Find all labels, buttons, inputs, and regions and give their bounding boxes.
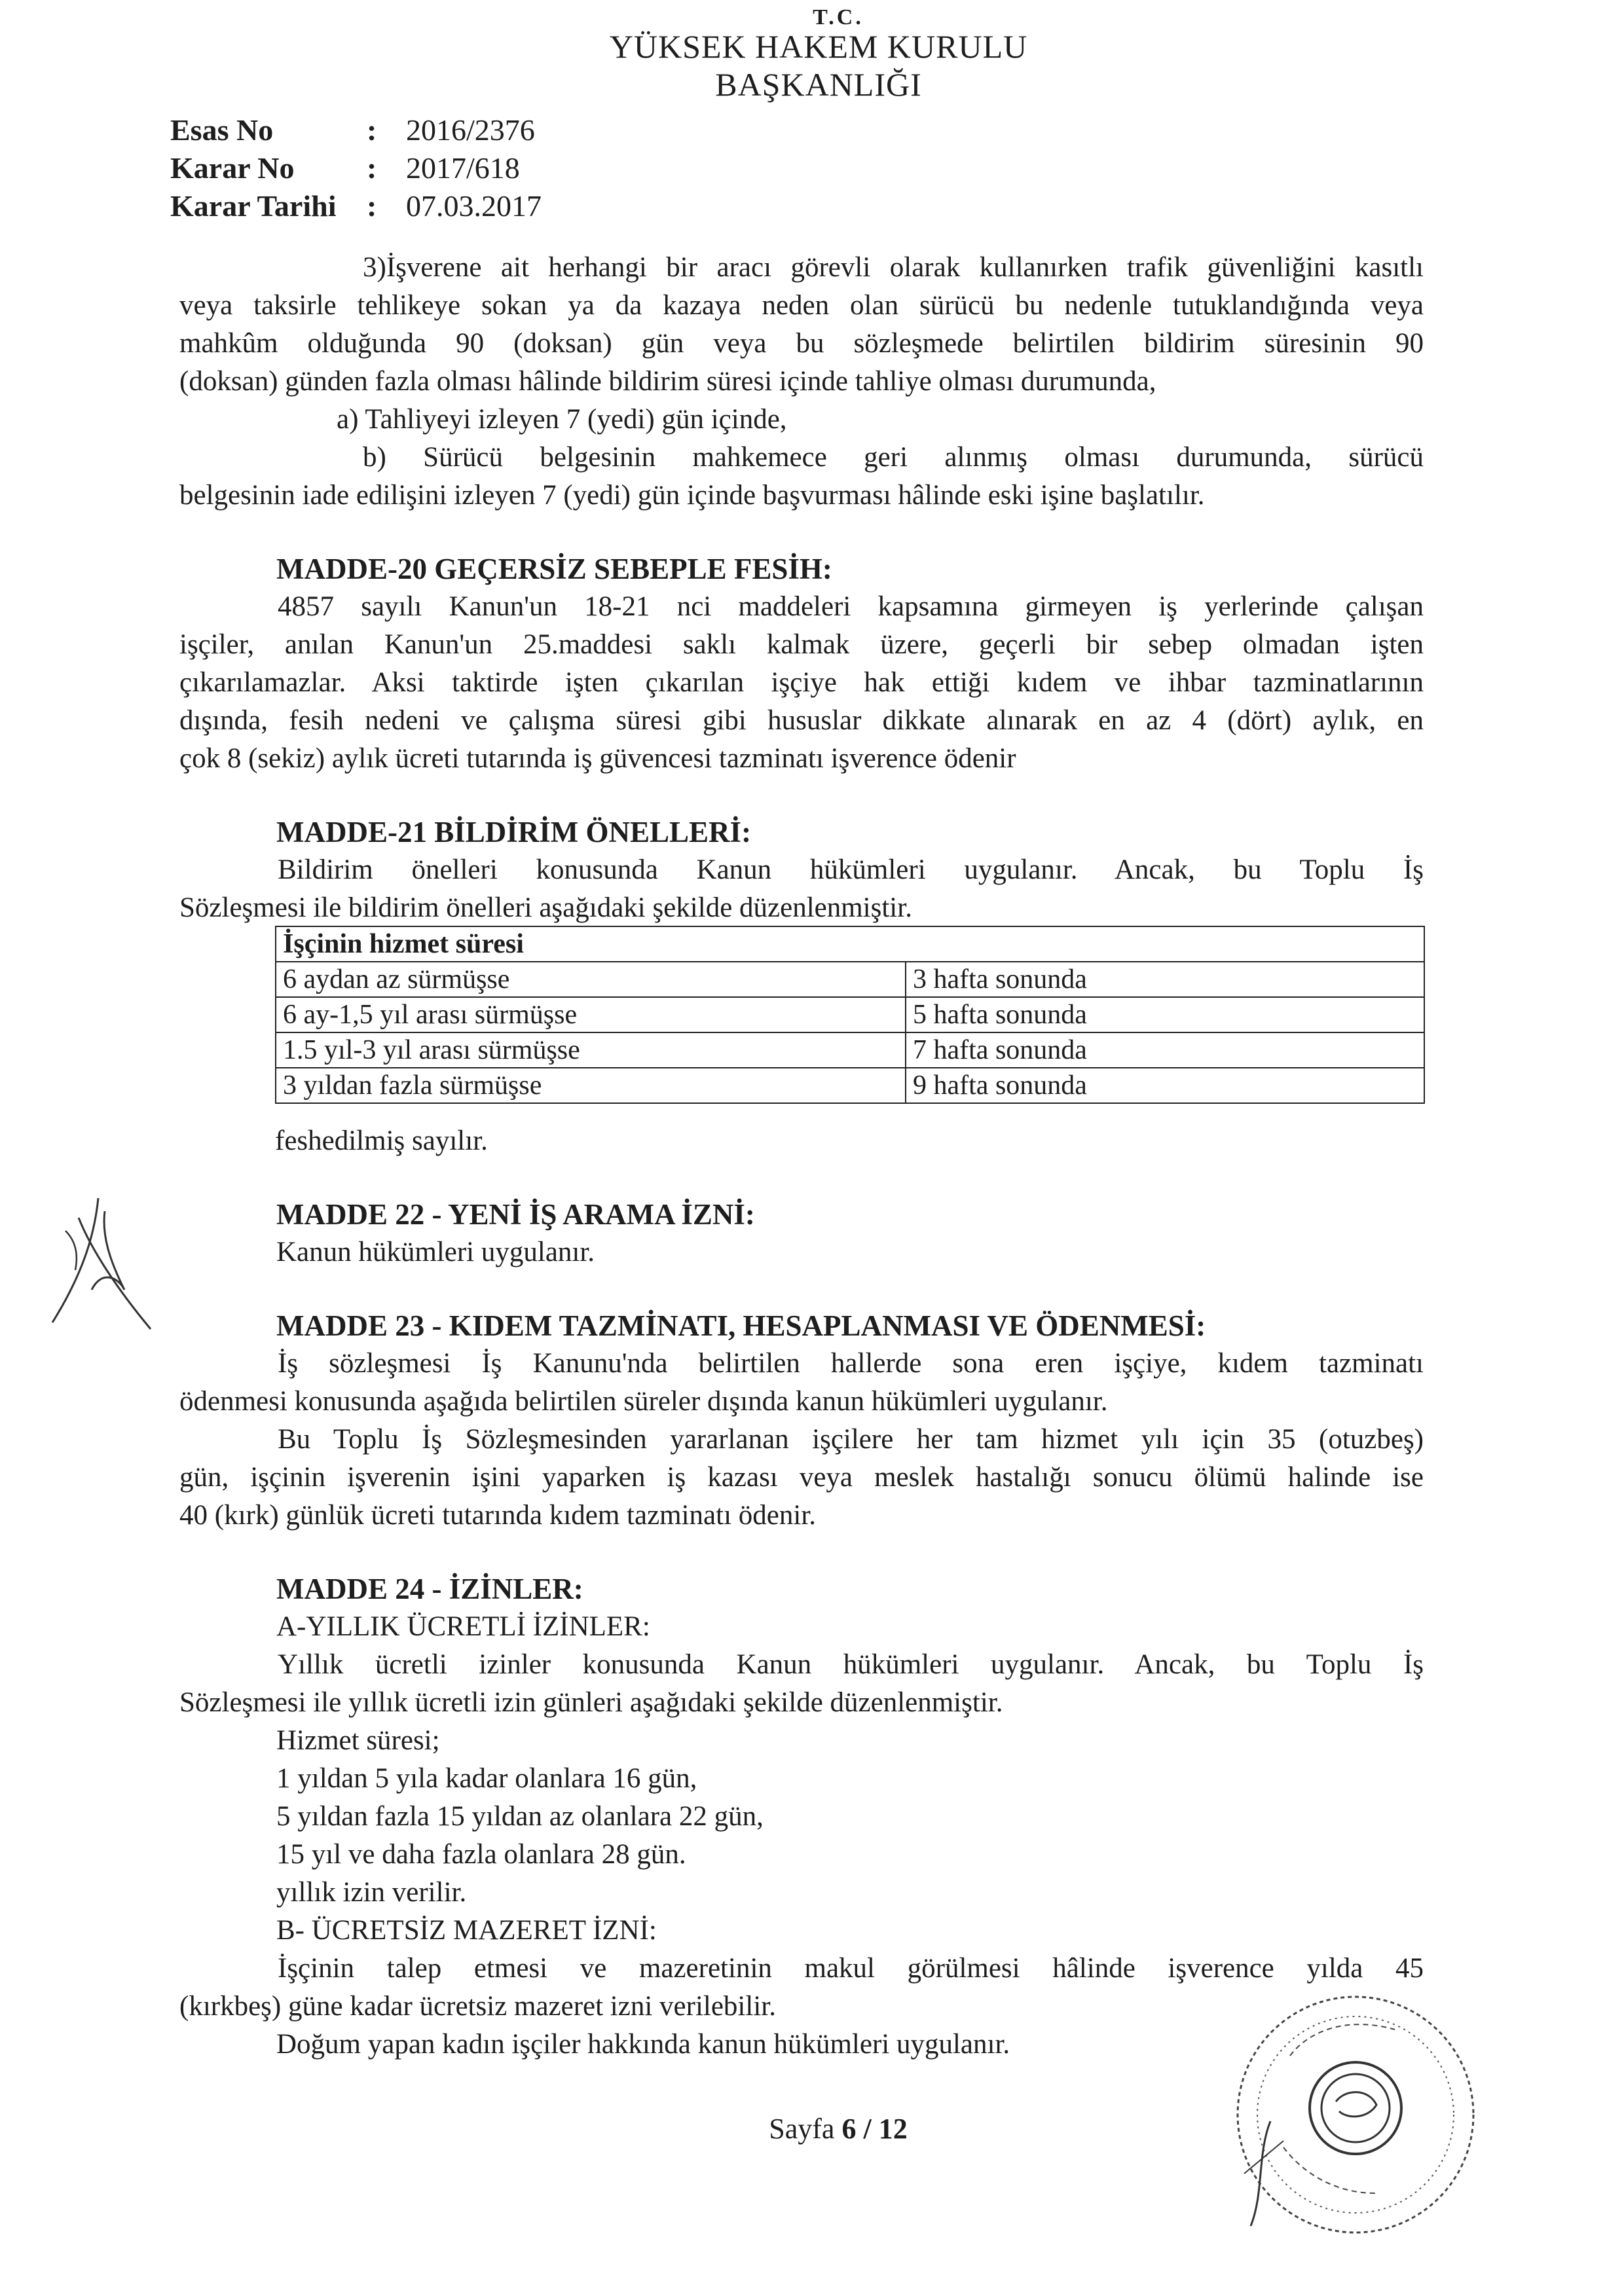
madde24-heading: MADDE 24 - İZİNLER: [276,1573,583,1605]
header-top-mark: T.C. [813,5,864,29]
institution-title [524,27,1113,103]
institution-title-line2: BAŞKANLIĞI [715,66,922,103]
para3-item-a: a) Tahliyeyi izleyen 7 (yedi) gün içinde, [337,404,787,435]
meta-row-karar [170,149,542,187]
madde22-heading: MADDE 22 - YENİ İŞ ARAMA İZNİ: [276,1198,755,1231]
table-row [276,1068,1424,1103]
madde24-b-line3: Doğum yapan kadın işçiler hakkında kanun hükümleri uygulanır. [276,2029,1010,2060]
madde21-heading: MADDE-21 BİLDİRİM ÖNELLERİ: [276,816,752,848]
meta-value: 2016/2376 [406,113,535,147]
meta-colon: : [367,189,377,223]
page-number-prefix: Sayfa [769,2113,835,2145]
madde23-line: ödenmesi konusunda aşağıda belirtilen süreler dışında kanun hükümleri uygulanır. [179,1386,1108,1417]
madde24-a-list-item: 15 yıl ve daha fazla olanlara 28 gün. [276,1839,686,1870]
madde23-heading: MADDE 23 - KIDEM TAZMİNATI, HESAPLANMASI VE ÖDENMESİ: [276,1309,1206,1342]
madde20-line: işçiler, anılan Kanun'un 25.maddesi saklı kalmak üzere, geçerli bir sebep olmadan işten [179,629,1424,660]
notice-cell: 5 hafta sonunda [906,997,1424,1032]
page-number [707,2112,969,2145]
table-row [276,1032,1424,1068]
madde24-sub-a: A-YILLIK ÜCRETLİ İZİNLER: [276,1611,650,1642]
official-stamp [1205,1977,1493,2252]
institution-title-line1: YÜKSEK HAKEM KURULU [609,28,1028,65]
meta-colon: : [367,151,377,185]
madde24-a-list-item: 1 yıldan 5 yıla kadar olanlara 16 gün, [276,1763,697,1794]
madde21-line2: Sözleşmesi ile bildirim önelleri aşağıdaki şekilde düzenlenmiştir. [179,892,912,923]
notice-cell: 9 hafta sonunda [906,1068,1424,1103]
madde21-line1: Bildirim önelleri konusunda Kanun hükümleri uygulanır. Ancak, bu Toplu İş [278,854,1424,885]
service-cell: 6 aydan az sürmüşse [276,962,906,997]
meta-label: Karar Tarihi [170,189,337,223]
para3-line: mahkûm olduğunda 90 (doksan) gün veya bu sözleşmede belirtilen bildirim süresinin 90 [179,328,1424,359]
meta-row-esas [170,111,542,149]
handwritten-signature [39,1192,157,1342]
service-cell: 6 ay-1,5 yıl arası sürmüşse [276,997,906,1032]
madde24-b-line2: (kırkbeş) güne kadar ücretsiz mazeret izni verilebilir. [179,1991,776,2022]
case-meta [170,111,542,225]
meta-label: Karar No [170,151,295,185]
madde21-after: feshedilmiş sayılır. [275,1125,488,1156]
notice-cell: 7 hafta sonunda [906,1032,1424,1068]
madde24-b-line1: İşçinin talep etmesi ve mazeretinin makul görülmesi hâlinde işverence yılda 45 [278,1953,1424,1984]
service-cell: 3 yıldan fazla sürmüşse [276,1068,906,1103]
madde24-sub-b: B- ÜCRETSİZ MAZERET İZNİ: [276,1915,657,1946]
para3-line: 3)İşverene ait herhangi bir aracı görevli olarak kullanırken trafik güvenliğini kasıtlı [363,252,1424,283]
meta-label: Esas No [170,113,274,147]
para3-line: veya taksirle tehlikeye sokan ya da kazaya neden olan sürücü bu nedenle tutuklandığında veya [179,290,1424,321]
notice-cell: 3 hafta sonunda [906,962,1424,997]
madde20-line: çıkarılamazlar. Aksi taktirde işten çıkarılan işçiye hak ettiği kıdem ve ihbar tazminatlarının [179,667,1424,698]
madde24-a-list-item: yıllık izin verilir. [276,1877,467,1908]
table-header-cell: İşçinin hizmet süresi [276,926,1424,962]
madde24-a-list-item: 5 yıldan fazla 15 yıldan az olanlara 22 gün, [276,1801,764,1832]
madde24-a-line2: Sözleşmesi ile yıllık ücretli izin günleri aşağıdaki şekilde düzenlenmiştir. [179,1687,1003,1718]
table-row [276,962,1424,997]
madde20-heading: MADDE-20 GEÇERSİZ SEBEPLE FESİH: [276,553,832,585]
table-row [276,997,1424,1032]
madde23-line: 40 (kırk) günlük ücreti tutarında kıdem tazminatı ödenir. [179,1500,817,1531]
meta-value: 2017/618 [406,151,520,185]
madde20-line: çok 8 (sekiz) aylık ücreti tutarında iş güvencesi tazminatı işverence ödenir [179,743,1016,774]
table-header-row [276,926,1424,962]
para3-item-b-line1: b) Sürücü belgesinin mahkemece geri alınmış olması durumunda, sürücü [363,442,1424,473]
madde23-line: gün, işçinin işverenin işini yaparken iş kazası veya meslek hastalığı sonucu ölümü halinde ise [179,1462,1424,1493]
madde23-line: İş sözleşmesi İş Kanunu'nda belirtilen hallerde sona eren işçiye, kıdem tazminatı [278,1348,1424,1379]
madde20-line: 4857 sayılı Kanun'un 18-21 nci maddeleri kapsamına girmeyen iş yerlerinde çalışan [278,591,1424,622]
madde22-line: Kanun hükümleri uygulanır. [276,1237,595,1267]
notice-period-table [275,926,1425,1104]
madde24-a-line1: Yıllık ücretli izinler konusunda Kanun hükümleri uygulanır. Ancak, bu Toplu İş [278,1649,1424,1680]
para3-line: (doksan) günden fazla olması hâlinde bildirim süresi içinde tahliye olması durumunda, [179,366,1156,397]
madde24-a-list-item: Hizmet süresi; [276,1725,440,1756]
meta-colon: : [367,113,377,147]
meta-value: 07.03.2017 [406,189,542,223]
madde20-line: dışında, fesih nedeni ve çalışma süresi gibi hususlar dikkate alınarak en az 4 (dört) aylık, en [179,705,1424,736]
madde23-line: Bu Toplu İş Sözleşmesinden yararlanan işçilere her tam hizmet yılı için 35 (otuzbeş) [278,1424,1424,1455]
page-number-value: 6 / 12 [841,2113,908,2145]
meta-row-tarih [170,187,542,225]
para3-item-b-line2: belgesinin iade edilişini izleyen 7 (yedi) gün içinde başvurması hâlinde eski işine başlatılır. [179,480,1205,511]
service-cell: 1.5 yıl-3 yıl arası sürmüşse [276,1032,906,1068]
